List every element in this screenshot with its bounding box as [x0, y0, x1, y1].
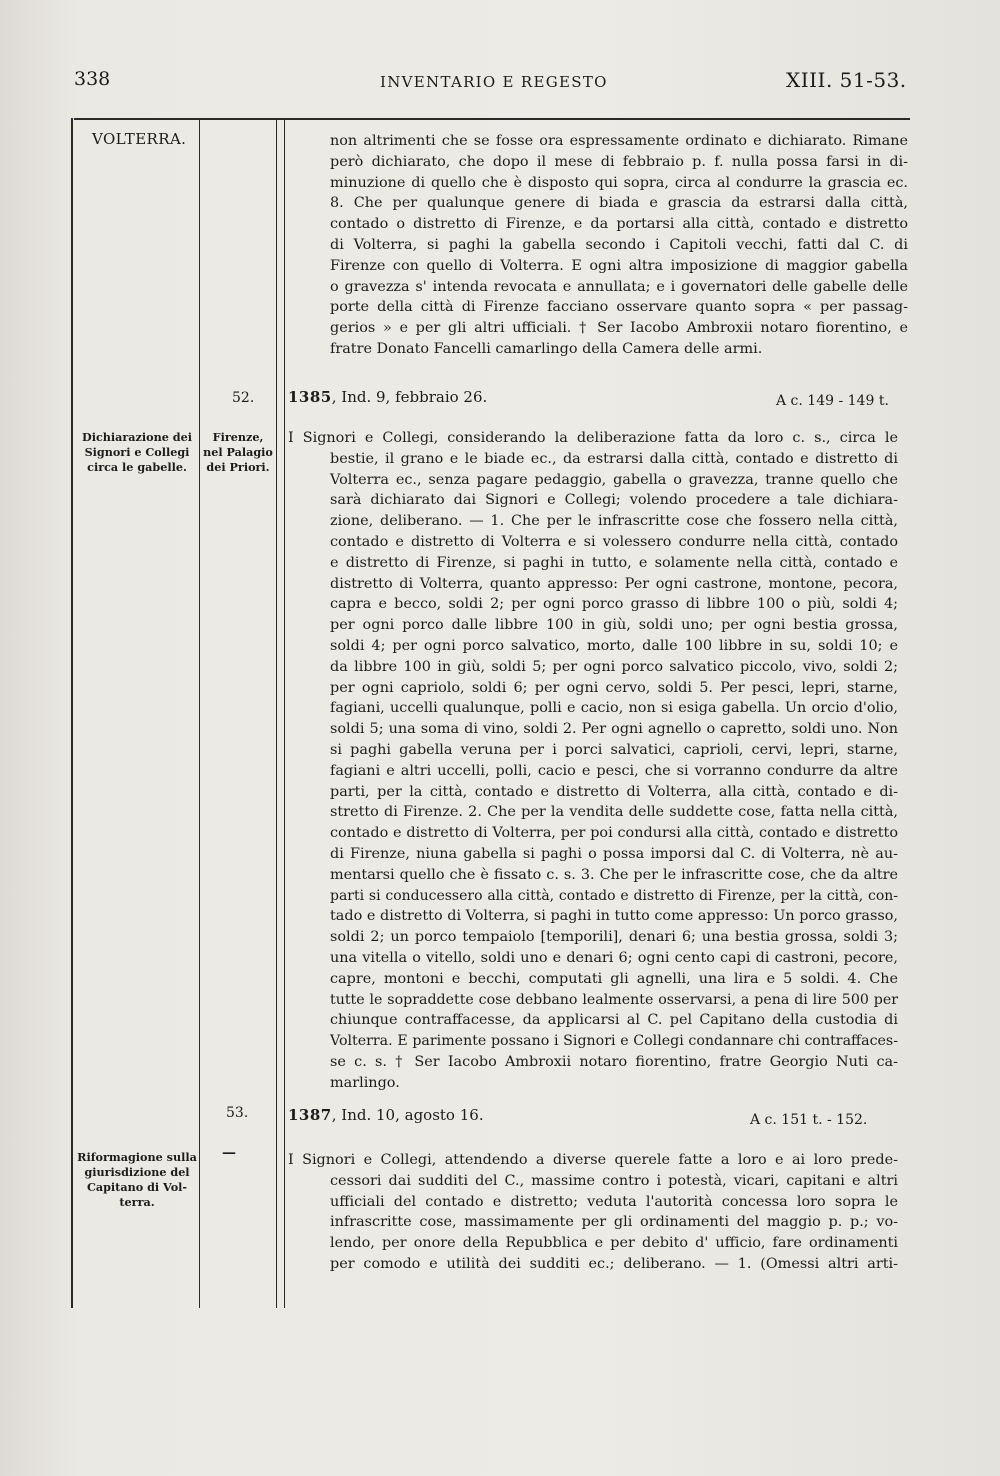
page-header [0, 68, 1000, 98]
page-number: 338 [74, 68, 111, 90]
entry-folio: A c. 151 t. - 152. [750, 1112, 868, 1128]
text-line: infrascritte cose, massimamente per gli ordinamenti del maggio p. p.; vo- [330, 1214, 898, 1231]
text-line: soldi 4; per ogni porco salvatico, morto, dalle 100 libbre in su, soldi 10; e [330, 637, 898, 654]
subject-line: circa le gabelle. [87, 460, 187, 474]
subject-line: Capitano di Vol- [86, 1180, 188, 1194]
text-line: parti, per la città, contado e distretto di Volterra, alla città, contado e di- [330, 783, 898, 800]
entry-date [288, 1106, 484, 1124]
text-line: si paghi gabella veruna per i porci salvatici, caprioli, cervi, lepri, starne, [330, 741, 898, 758]
text-line: parti si conducessero alla città, contado e distretto di Firenze, per la città, con- [330, 887, 898, 904]
text-line: per comodo e utilità dei sudditi ec.; deliberano. — 1. (Omessi altri arti- [330, 1255, 898, 1272]
text-line: gerios » e per gli altri ufficiali. † Ser Iacobo Ambroxii notaro fiorentino, e [330, 320, 908, 337]
text-line: fagiani, uccelli qualunque, polli e cacio, non si esiga gabella. Un orcio d'olio, [330, 700, 898, 717]
location-line: Firenze, [212, 430, 264, 444]
entry-folio: A c. 149 - 149 t. [776, 393, 889, 409]
text-line: tado e distretto di Volterra, si paghi in tutto come appresso: Un porco grasso, [330, 908, 898, 925]
text-line: stretto di Firenze. 2. Che per la vendita delle suddette cose, fatta nella città, [330, 804, 898, 821]
text-line: cessori dai sudditi del C., massime contro i potestà, vicari, capitani e altri [330, 1172, 898, 1189]
entry-subject [76, 430, 198, 475]
entry-date-detail: , Ind. 10, agosto 16. [331, 1106, 484, 1124]
entry-year: 1387 [288, 1106, 332, 1124]
text-line: se c. s. † Ser Iacobo Ambroxii notaro fiorentino, fratre Georgio Nuti ca- [330, 1053, 898, 1070]
entry-date [288, 388, 487, 406]
subject-line: Signori e Collegi [84, 445, 190, 459]
paragraph-continuation [330, 133, 908, 362]
text-line: zione, deliberano. — 1. Che per le infrascritte cose che fossero nella città, [330, 513, 898, 530]
column-rule-2 [276, 118, 277, 1308]
text-line: contado e distretto di Volterra, per poi condursi alla città, contado e distretto [330, 825, 898, 842]
text-line: marlingo. [330, 1074, 400, 1091]
text-line: però dichiarato, che dopo il mese di febbraio p. f. nulla possa farsi in di- [330, 153, 908, 170]
text-line: non altrimenti che se fosse ora espressamente ordinato e dichiarato. Rimane [330, 133, 908, 149]
text-line: 8. Che per qualunque genere di biada e grascia da estrarsi dalla città, [330, 195, 908, 212]
text-line: di Volterra, si paghi la gabella secondo i Capitoli vecchi, fatti dal C. di [330, 236, 908, 253]
text-line: Firenze con quello di Volterra. E ogni altra imposizione di maggior gabella [330, 257, 908, 274]
paragraph-entry-52 [288, 430, 898, 1096]
text-line: contado o distretto di Firenze, e da portarsi alla città, contado e distretto [330, 216, 908, 233]
column-rule-3 [284, 118, 285, 1308]
text-line: per ogni capriolo, soldi 6; per ogni cervo, soldi 5. Per pesci, lepri, starne, [330, 679, 898, 696]
text-line: per ogni porco dalle libbre 100 in giù, soldi uno; per ogni bestia grossa, [330, 617, 898, 634]
entry-date-detail: , Ind. 9, febbraio 26. [331, 388, 488, 406]
paragraph-entry-53 [288, 1152, 898, 1277]
text-line: Volterra. E parimente possano i Signori e Collegi condannare chi contraffaces- [330, 1033, 898, 1050]
text-line: e distretto di Firenze, si paghi in tutto, e solamente nella città, contado e [330, 554, 898, 571]
text-line: soldi 5; una soma di vino, soldi 2. Per ogni agnello o capretto, soldi uno. Non [330, 721, 898, 738]
text-line: fagiani e altri uccelli, polli, cacio e pesci, che si vorranno condurre da altre [330, 762, 898, 779]
entry-year: 1385 [288, 388, 332, 406]
text-line: soldi 2; un porco tempaiolo [temporili], denari 6; una bestia grossa, soldi 3; [330, 929, 898, 946]
subject-line: terra. [119, 1195, 155, 1209]
column-rule-1 [199, 118, 200, 1308]
place-heading: VOLTERRA. [92, 130, 187, 148]
text-line: sarà dichiarato dai Signori e Collegi; volendo procedere a tale dichiara- [330, 492, 898, 509]
text-line: o gravezza s' intenda revocata e annullata; e i governatori delle gabelle delle [330, 278, 908, 295]
text-line: I Signori e Collegi, considerando la deliberazione fatta da loro c. s., circa le [288, 430, 898, 446]
text-line: capra e becco, soldi 2; per ogni porco grasso di libbre 100 o più, soldi 4; [330, 596, 898, 613]
left-margin-rule [71, 118, 73, 1308]
running-title: INVENTARIO E REGESTO [380, 73, 608, 91]
text-line: di Firenze, niuna gabella si paghi o possa imporsi dal C. di Volterra, nè au- [330, 845, 898, 862]
entry-number: 53. [226, 1105, 249, 1121]
subject-line: giurisdizione del [84, 1165, 190, 1179]
text-line: da libbre 100 in giù, soldi 5; per ogni porco salvatico piccolo, vivo, soldi 2; [330, 658, 898, 675]
text-line: mentarsi quello che è fissato c. s. 3. Che per le infrascritte cose, che da altre [330, 866, 898, 883]
text-line: I Signori e Collegi, attendendo a diverse querele fatte a loro e ai loro prede- [288, 1152, 898, 1168]
text-line: Volterra ec., senza pagare pedaggio, gabella o gravezza, tranne quello che [330, 471, 898, 488]
entry-number: 52. [232, 390, 255, 406]
text-line: chiunque contraffacesse, da applicarsi al C. pel Capitano della custodia di [330, 1012, 898, 1029]
text-line: contado e distretto di Volterra e si volessero condurre nella città, contado [330, 533, 898, 550]
text-line: distretto di Volterra, quanto appresso: Per ogni castrone, montone, pecora, [330, 575, 898, 592]
document-reference: XIII. 51-53. [786, 68, 907, 92]
subject-line: Riformagione sulla [77, 1150, 197, 1164]
location-line: dei Priori. [206, 460, 270, 474]
entry-dash: — [222, 1145, 236, 1161]
text-line: fratre Donato Fancelli camarlingo della Camera delle armi. [330, 340, 763, 357]
subject-line: Dichiarazione dei [82, 430, 192, 444]
text-line: lendo, per onore della Repubblica e per debito d' ufficio, fare ordinamenti [330, 1235, 898, 1252]
entry-location [201, 430, 275, 475]
text-line: tutte le sopraddette cose debbano lealmente osservarsi, a pena di lire 500 per [330, 991, 898, 1008]
text-line: bestie, il grano e le biade ec., da estrarsi dalla città, contado e distretto di [330, 450, 898, 467]
text-line: ufficiali del contado e distretto; veduta l'autorità concessa loro sopra le [330, 1193, 898, 1210]
text-line: minuzione di quello che è disposto qui sopra, circa al condurre la grascia ec. [330, 174, 908, 191]
text-line: capre, montoni e becchi, computati gli agnelli, una lira e 5 soldi. 4. Che [330, 970, 898, 987]
text-line: porte della città di Firenze facciano osservare quanto sopra « per passag- [330, 299, 908, 316]
location-line: nel Palagio [203, 445, 273, 459]
entry-subject [76, 1150, 198, 1210]
text-line: una vitella o vitello, soldi uno e denari 6; ogni cento capi di castroni, pecore, [330, 949, 898, 966]
